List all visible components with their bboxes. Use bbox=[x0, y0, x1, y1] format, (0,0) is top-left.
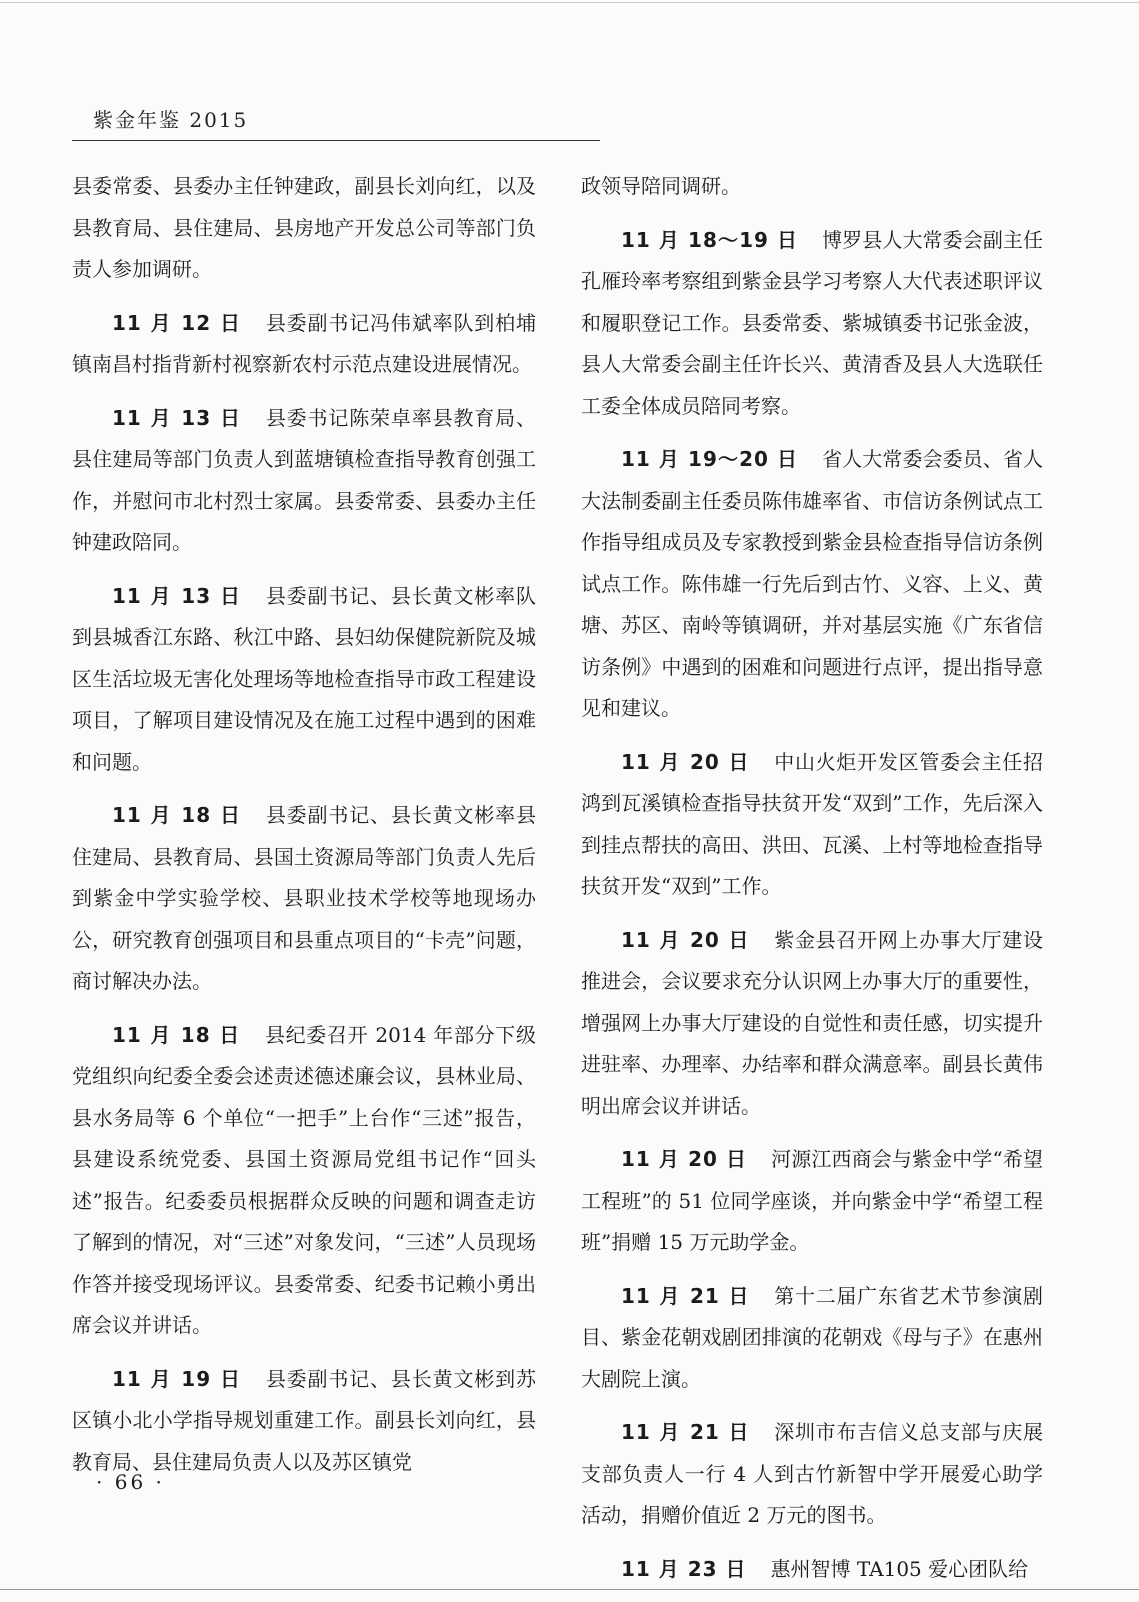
entry-date: 11 月 20 日 bbox=[621, 927, 751, 952]
entry-text: 县纪委召开 2014 年部分下级党组织向纪委全委会述责述德述廉会议，县林业局、县水务局等 6 个单位“一把手”上台作“三述”报告，县建设系统党委、县国土资源局党组书记作“回头述”报告。纪委委员根据群众反映的问题和调查走访了解到的情况，对“三述”对象发问，“三述”人员现场作答并接受现场评议。县委常委、纪委书记赖小勇出席会议并讲话。 bbox=[72, 1022, 536, 1337]
entry-text: 县委书记陈荣卓率县教育局、县住建局等部门负责人到蓝塘镇检查指导教育创强工作，并慰问市北村烈士家属。县委常委、县委办主任钟建政陪同。 bbox=[72, 405, 537, 554]
chronicle-entry bbox=[581, 1276, 1043, 1401]
entry-text: 县委常委、县委办主任钟建政，副县长刘向红，以及县教育局、县住建局、县房地产开发总公司等部门负责人参加调研。 bbox=[72, 174, 536, 281]
entry-text: 第十二届广东省艺术节参演剧目、紫金花朝戏剧团排演的花朝戏《母与子》在惠州大剧院上演。 bbox=[581, 1283, 1043, 1391]
chronicle-entry bbox=[581, 1412, 1043, 1537]
entry-text: 省人大常委会委员、省人大法制委副主任委员陈伟雄率省、市信访条例试点工作指导组成员及专家教授到紫金县检查指导信访条例试点工作。陈伟雄一行先后到古竹、义容、上义、黄塘、苏区、南岭等镇调研，并对基层实施《广东省信访条例》中遇到的困难和问题进行点评，提出指导意见和建议。 bbox=[581, 447, 1044, 720]
chronicle-entry bbox=[72, 795, 536, 1003]
chronicle-entry bbox=[72, 576, 536, 784]
chronicle-entry bbox=[72, 398, 536, 564]
chronicle-entry bbox=[581, 439, 1043, 730]
entry-date: 11 月 19～20 日 bbox=[621, 447, 799, 471]
entry-text: 深圳市布吉信义总支部与庆展支部负责人一行 4 人到古竹新智中学开展爱心助学活动，捐赠价值近 2 万元的图书。 bbox=[581, 1420, 1043, 1527]
bottom-edge-rule bbox=[0, 1589, 1139, 1590]
entry-text: 政领导陪同调研。 bbox=[581, 174, 741, 198]
top-edge-rule bbox=[0, 2, 1139, 3]
entry-date: 11 月 20 日 bbox=[621, 749, 751, 774]
entry-date: 11 月 18 日 bbox=[112, 1022, 241, 1047]
continued-paragraph bbox=[581, 166, 1043, 208]
page-number: · 66 · bbox=[96, 1470, 165, 1494]
chronicle-entry bbox=[581, 1139, 1043, 1264]
entry-date: 11 月 18 日 bbox=[112, 803, 242, 827]
chronicle-entry bbox=[581, 1549, 1043, 1591]
entry-text: 博罗县人大常委会副主任孔雁玲率考察组到紫金县学习考察人大代表述职评议和履职登记工作。县委常委、紫城镇委书记张金波，县人大常委会副主任许长兴、黄清香及县人大选联任工委全体成员陪同考察。 bbox=[581, 227, 1044, 418]
chronicle-entry bbox=[581, 742, 1043, 908]
entry-date: 11 月 13 日 bbox=[112, 405, 242, 430]
entry-date: 11 月 13 日 bbox=[112, 583, 242, 608]
entry-date: 11 月 21 日 bbox=[621, 1420, 751, 1444]
entry-text: 河源江西商会与紫金中学“希望工程班”的 51 位同学座谈，并向紫金中学“希望工程班”捐赠 15 万元助学金。 bbox=[581, 1147, 1043, 1254]
entry-text: 紫金县召开网上办事大厅建设推进会，会议要求充分认识网上办事大厅的重要性，增强网上办事大厅建设的自觉性和责任感，切实提升进驻率、办理率、办结率和群众满意率。副县长黄伟明出席会议并讲话。 bbox=[581, 927, 1043, 1118]
entry-date: 11 月 12 日 bbox=[112, 310, 242, 335]
right-column bbox=[581, 166, 1043, 1602]
entry-text: 县委副书记冯伟斌率队到柏埔镇南昌村指背新村视察新农村示范点建设进展情况。 bbox=[72, 310, 537, 376]
chronicle-entry bbox=[581, 220, 1043, 428]
entry-date: 11 月 18～19 日 bbox=[621, 227, 799, 252]
entry-date: 11 月 21 日 bbox=[621, 1283, 751, 1308]
header-rule bbox=[72, 140, 600, 141]
chronicle-entry bbox=[72, 1015, 536, 1347]
entry-text: 县委副书记、县长黄文彬率县住建局、县教育局、县国土资源局等部门负责人先后到紫金中学实验学校、县职业技术学校等地现场办公，研究教育创强项目和县重点项目的“卡壳”问题，商讨解决办法。 bbox=[72, 803, 537, 993]
entry-text: 惠州智博 TA105 爱心团队给 bbox=[770, 1556, 1029, 1581]
entry-text: 中山火炬开发区管委会主任招鸿到瓦溪镇检查指导扶贫开发“双到”工作，先后深入到挂点帮扶的高田、洪田、瓦溪、上村等地检查指导扶贫开发“双到”工作。 bbox=[581, 749, 1043, 898]
entry-text: 县委副书记、县长黄文彬率队到县城香江东路、秋江中路、县妇幼保健院新院及城区生活垃圾无害化处理场等地检查指导市政工程建设项目，了解项目建设情况及在施工过程中遇到的困难和问题。 bbox=[72, 583, 537, 774]
entry-date: 11 月 20 日 bbox=[621, 1147, 748, 1171]
chronicle-entry bbox=[72, 1359, 536, 1484]
entry-text: 县委副书记、县长黄文彬到苏区镇小北小学指导规划重建工作。副县长刘向红，县教育局、县住建局负责人以及苏区镇党 bbox=[72, 1366, 537, 1474]
chronicle-entry bbox=[72, 303, 536, 386]
running-header: 紫金年鉴 2015 bbox=[93, 108, 249, 132]
chronicle-entry bbox=[581, 920, 1043, 1128]
entry-date: 11 月 19 日 bbox=[112, 1366, 242, 1391]
continued-paragraph bbox=[72, 166, 536, 291]
entry-date: 11 月 23 日 bbox=[621, 1556, 747, 1581]
left-column bbox=[72, 166, 536, 1495]
